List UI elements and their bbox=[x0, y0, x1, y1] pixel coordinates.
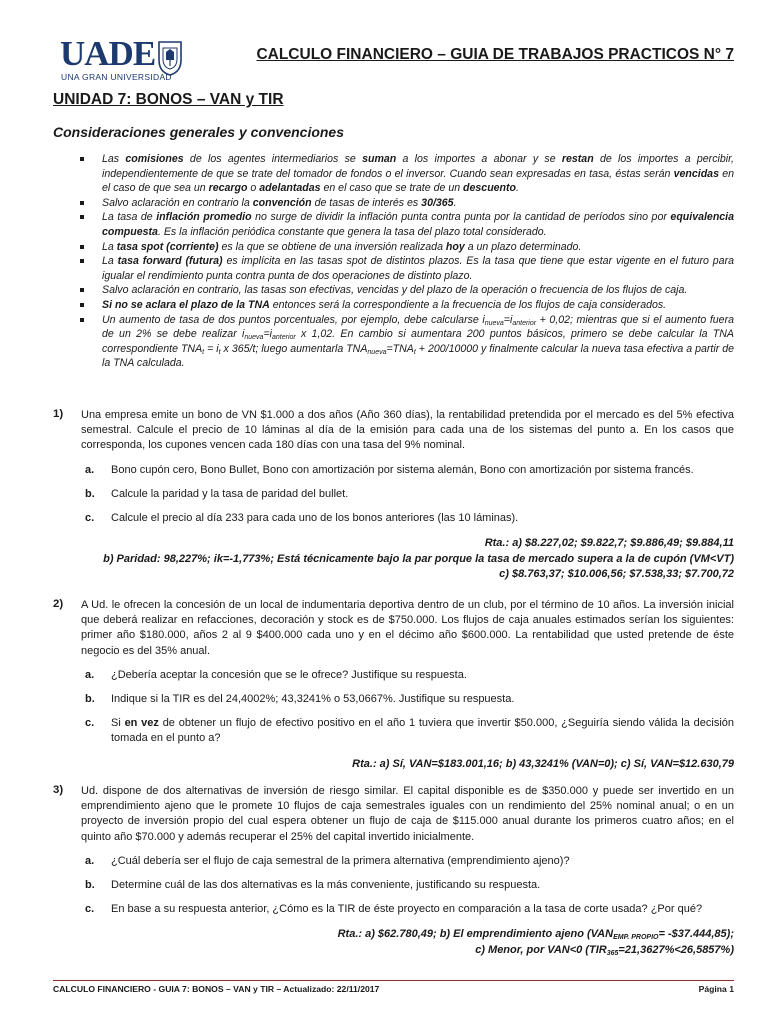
foundation-seal-icon bbox=[156, 40, 184, 76]
page-number: Página 1 bbox=[698, 984, 734, 994]
page-header bbox=[60, 34, 734, 86]
list-item: Las comisiones de los agentes intermediarios se suman a los importes a abonar y se restan de los importes a percibir, independientemente de que se trate del tomador de fondos o el inversor. Cuando sean expresadas en tasa, éstas serán vencidas en el caso de que sea un recargo o adelantadas en el caso que se trate de un descuento. bbox=[80, 152, 734, 196]
uade-logo bbox=[60, 34, 185, 86]
subquestion-a: a. ¿Debería aceptar la concesión que se le ofrece? Justifique su respuesta. bbox=[85, 668, 467, 681]
conventions-list bbox=[80, 152, 734, 371]
answer-block: Rta.: a) $62.780,49; b) El emprendimiento ajeno ($VAN_{EMP. PROPIO}=$ -$37.444,85); c) Menor, por VAN<0 $(TIR_{365}=21,3627\%<26,5857\%)$ bbox=[337, 928, 734, 958]
subquestion-b: b. Calcule la paridad y la tasa de paridad del bullet. bbox=[85, 487, 349, 500]
footer-divider bbox=[53, 980, 734, 981]
subquestion-b: b. Determine cuál de las dos alternativas es la más conveniente, justificando su respuesta. bbox=[85, 879, 541, 892]
logo-subtitle: UNA GRAN UNIVERSIDAD bbox=[61, 72, 172, 82]
list-item: Si no se aclara el plazo de la TNA entonces será la correspondiente a la frecuencia de los flujos de caja considerados. bbox=[80, 298, 734, 313]
problem-number: 1) bbox=[53, 408, 64, 420]
list-item: La tasa de inflación promedio no surge de dividir la inflación punta contra punta por la cantidad de períodos sino por equivalencia compuesta. Es la inflación periódica constante que genera la tasa del plazo total considerado. bbox=[80, 210, 734, 239]
answer-block: Rta.: a) Sí, VAN=$183.001,16; b) 43,3241% (VAN=0); c) Sí, VAN=$12.630,79 bbox=[352, 757, 734, 770]
section-title: Consideraciones generales y convenciones bbox=[53, 124, 345, 140]
footer-text: CALCULO FINANCIERO - GUIA 7: BONOS – VAN y TIR – Actualizado: 22/11/2017 bbox=[53, 984, 380, 994]
list-item: Salvo aclaración en contrario la convención de tasas de interés es 30/365. bbox=[80, 196, 734, 211]
answer-block: Rta.: a) $8.227,02; $9.822,7; $9.886,49; $9.884,11 b) Paridad: 98,227%; ik=-1,773%; Está técnicamente bajo la par porque la tasa de mercado supera a la de cupón (VM<VT) c) $8.763,37; $10.006,56; $7.538,33; $7.700,72 bbox=[103, 537, 734, 581]
subquestion-c: c. Calcule el precio al día 233 para cada uno de los bonos anteriores (las 10 láminas). bbox=[85, 512, 519, 525]
problem-number: 3) bbox=[53, 784, 64, 796]
problem-1 bbox=[53, 408, 734, 583]
subquestion-c: c. En base a su respuesta anterior, ¿Cómo es la TIR de éste proyecto en comparación a la tasa de corte usada? ¿Por qué? bbox=[85, 903, 703, 916]
problem-text: Una empresa emite un bono de VN $1.000 a dos años (Año 360 días), la rentabilidad pretendida por el mercado es del 5% efectiva semestral. Calcule el precio de 10 láminas al día de la emisión para cada una de los sistemas del punto a. En los casos que corresponda, los cupones vencen cada 180 días con una tasa del 9% nominal. bbox=[81, 409, 734, 452]
document-title: CALCULO FINANCIERO – GUIA DE TRABAJOS PRACTICOS N° 7 bbox=[256, 46, 734, 63]
unit-title: UNIDAD 7: BONOS – VAN y TIR bbox=[53, 91, 284, 108]
subquestion-a: a. ¿Cuál debería ser el flujo de caja semestral de la primera alternativa (emprendimiento ajeno)? bbox=[85, 854, 570, 867]
problem-number: 2) bbox=[53, 598, 64, 610]
list-item: Un aumento de tasa de dos puntos porcentuales, por ejemplo, debe calcularse $i_{nueva}=i_{anterior} + 0,02$; mientras que si el aumento fuera de un 2% se debe realizar $i_{nueva}=i_{anterior}$ x 1,02. En cambio si aumentara 200 puntos básicos, primero se debe calcular la TNA correspondiente $TNA_t = i_t$ x 365/t; luego aumentarla $TNA_{nueva}=TNA_t + 200/10000$ y finalmente calcular la nueva tasa efectiva a partir de la TNA calculada. bbox=[80, 313, 734, 371]
problem-text: A Ud. le ofrecen la concesión de un local de indumentaria deportiva dentro de un club, por el término de 10 años. La inversión inicial que deberá realizar en refacciones, decoración y stock es de $750.000. Los flujos de caja anuales estimados serían los siguientes: primer año $180.000, años 2 al 9 $400.000 cada uno y en el décimo año $600.000. La rentabilidad que usted pretende de éste negocio es del 35% anual. bbox=[81, 599, 734, 657]
problem-text: Ud. dispone de dos alternativas de inversión de riesgo similar. El capital disponible es de $350.000 y puede ser invertido en un emprendimiento ajeno que le promete 10 flujos de caja semestrales iguales con un rendimiento del 25% nominal anual; o en un proyecto de inversión propio del cual espera obtener un flujo de caja de $115.000 anual durante los primeros cuatro años; en el quinto año $70.000 y además recuperar el 25% del capital invertido inicialmente. bbox=[81, 785, 734, 843]
subquestion-c: c. Si en vez de obtener un flujo de efectivo positivo en el año 1 tuviera que invertir $50.000, ¿Seguiría siendo válida la decisión tomada en el punto a? bbox=[85, 717, 735, 745]
logo-text: UADE bbox=[60, 34, 156, 73]
list-item: Salvo aclaración en contrario, las tasas son efectivas, vencidas y del plazo de la operación o frecuencia de los flujos de caja. bbox=[80, 283, 734, 298]
problem-3 bbox=[53, 784, 734, 959]
subquestion-a: a. Bono cupón cero, Bono Bullet, Bono con amortización por sistema alemán, Bono con amortización por sistema francés. bbox=[85, 463, 694, 476]
list-item: La tasa spot (corriente) es la que se obtiene de una inversión realizada hoy a un plazo determinado. bbox=[80, 240, 734, 255]
list-item: La tasa forward (futura) es implícita en las tasas spot de distintos plazos. Es la tasa que tiene que estar vigente en el futuro para igualar el rendimiento punta contra punta de dos operaciones de distinto plazo. bbox=[80, 254, 734, 283]
problem-2 bbox=[53, 598, 734, 772]
subquestion-b: b. Indique si la TIR es del 24,4002%; 43,3241% o 53,0667%. Justifique su respuesta. bbox=[85, 693, 515, 706]
